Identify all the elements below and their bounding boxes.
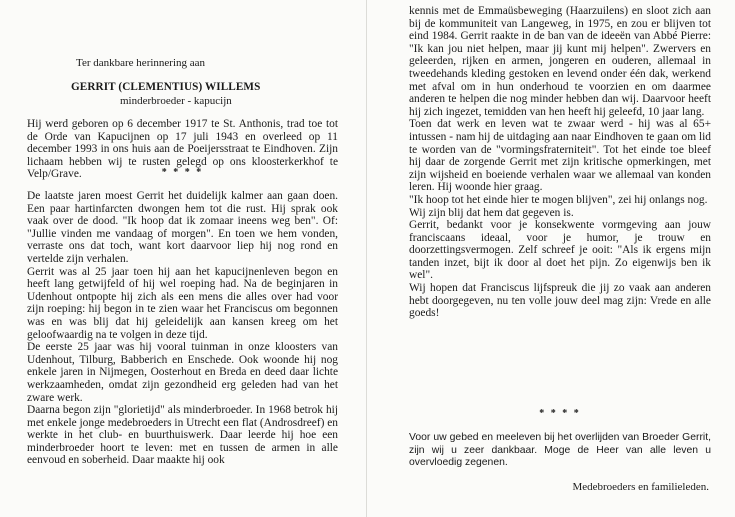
paragraph-vocation: Gerrit was al 25 jaar toen hij aan het kapucijnenleven begon en heeft lang getwijfeld of hij wel roeping had. Na de beginjaren in Udenhout ontpopte hij zich als een mens die alles over had voor zijn roeping: hij begon in te zien waar het Franciscus om begonnen was en was blij dat hij geleidelijk aan kansen kreeg om het geloofwaardig na te volgen in deze tijd.	[27, 265, 338, 341]
paragraph-motto: Wij hopen dat Franciscus lijfspreuk die jij zo vaak aan anderen hebt doorgegeven, nu ten volle jouw deel mag zijn: Vrede en alle goeds!	[409, 282, 711, 320]
page-divider	[366, 0, 367, 517]
biography-continued	[409, 5, 711, 320]
right-page	[368, 0, 735, 517]
paragraph-emmaus: kennis met de Emmaüsbeweging (Haarzuilens) en sloot zich aan bij de kommuniteit van Langeweg, in 1975, en zou er blijven tot eind 1984. Gerrit raakte in de ban van de ideeën van Abbé Pierre: "Ik kan jou niet helpen, maar jij kunt mij helpen". Zwervers en geleerden, rijken en armen, jongeren en ouderen, allemaal in tweedehands kleding gestoken en levend onder één dak, werkend met afval om in hun onderhoud te voorzien en om daarmee anderen te helpen die nog minder hebben dan wij. Daarvoor heeft hij zich ingezet, temidden van hen heeft hij geleefd, 10 jaar lang.	[409, 5, 711, 118]
thank-you-note	[409, 432, 711, 470]
biography-body	[27, 190, 338, 467]
paragraph-thanks-gerrit: Gerrit, bedankt voor je konsekwente vormgeving aan jouw franciscaans ideaal, voor je humor, je trouw en doorzettingsvermogen. Zelf schreef je ooit: "Als ik ergens mijn tanden inzet, bijt ik door al doet het pijn. Zo eigenwijs ben ik wel".	[409, 219, 711, 282]
paragraph-glory-time: Daarna begon zijn "glorietijd" als minderbroeder. In 1968 betrok hij met enkele jonge medebroeders in Utrecht een flat (Androsdreef) en werkte in het club- en buurthuiswerk. Daar leerde hij hoe een minderbroeder hoort te leven: met en tussen de armen in alle eenvoud en soberheid. Daar maakte hij ook	[27, 404, 338, 467]
separator-stars: * * * *	[539, 408, 581, 419]
deceased-name: GERRIT (CLEMENTIUS) WILLEMS	[71, 81, 261, 93]
paragraph-quote: "Ik hoop tot het einde hier te mogen blijven", zei hij onlangs nog.	[409, 193, 708, 206]
intro-line: Ter dankbare herinnering aan	[76, 57, 206, 69]
paragraph-thank-you: Voor uw gebed en meeleven bij het overlijden van Broeder Gerrit, zijn wij u zeer dankbaar. Moge de Heer van alle leven u overvloedig zegenen.	[409, 432, 711, 469]
paragraph-eindhoven: Toen dat werk en leven wat te zwaar werd - hij was al 65+ intussen - nam hij de uitdaging aan naar Eindhoven te gaan om lid te worden van de "vormingsfraterniteit". Tot het einde toe bleef hij daar de zorgende Gerrit met zijn kritische opmerkingen, met zijn wijsheid en boeiende verhalen waar we allemaal van konden leren. Hij woonde hier graag.	[409, 118, 711, 194]
paragraph-birth-death: Hij werd geboren op 6 december 1917 te St. Anthonis, trad toe tot de Orde van Kapucijnen op 17 juli 1943 en overleed op 11 december 1993 in ons huis aan de Poeijersstraat te Eindhoven. Zijn lichaam hebben wij te rusten gelegd op ons kloosterkerkhof te Velp/Grave.	[27, 118, 338, 181]
separator-stars: * * * *	[161, 167, 204, 178]
deceased-role: minderbroeder - kapucijn	[120, 95, 232, 107]
paragraph-gardener: De eerste 25 jaar was hij vooral tuinman in onze kloosters van Udenhout, Tilburg, Babberich en Enschede. Ook woonde hij nog enkele jaren in Nijmegen, Oosterhout en Breda en deed daar lichte werkzaamheden, omdat zijn gezondheid erg geleden had van het zware werk.	[27, 341, 338, 404]
signature: Medebroeders en familieleden.	[572, 481, 709, 493]
paragraph-blessing: Wij zijn blij dat hem dat gegeven is.	[409, 206, 574, 219]
left-page	[0, 0, 366, 517]
paragraph-last-years: De laatste jaren moest Gerrit het duidelijk kalmer aan gaan doen. Een paar hartinfarcten dwongen hem tot die rust. Hij sprak ook vaak over de dood. "Ik hoop dat ik zomaar ineens weg ben". Of: "Jullie vinden me vandaag of morgen". En toen we hem vonden, verraste ons dat toch, want kort daarvoor liep hij nog rond en vertelde zijn verhalen.	[27, 190, 338, 265]
